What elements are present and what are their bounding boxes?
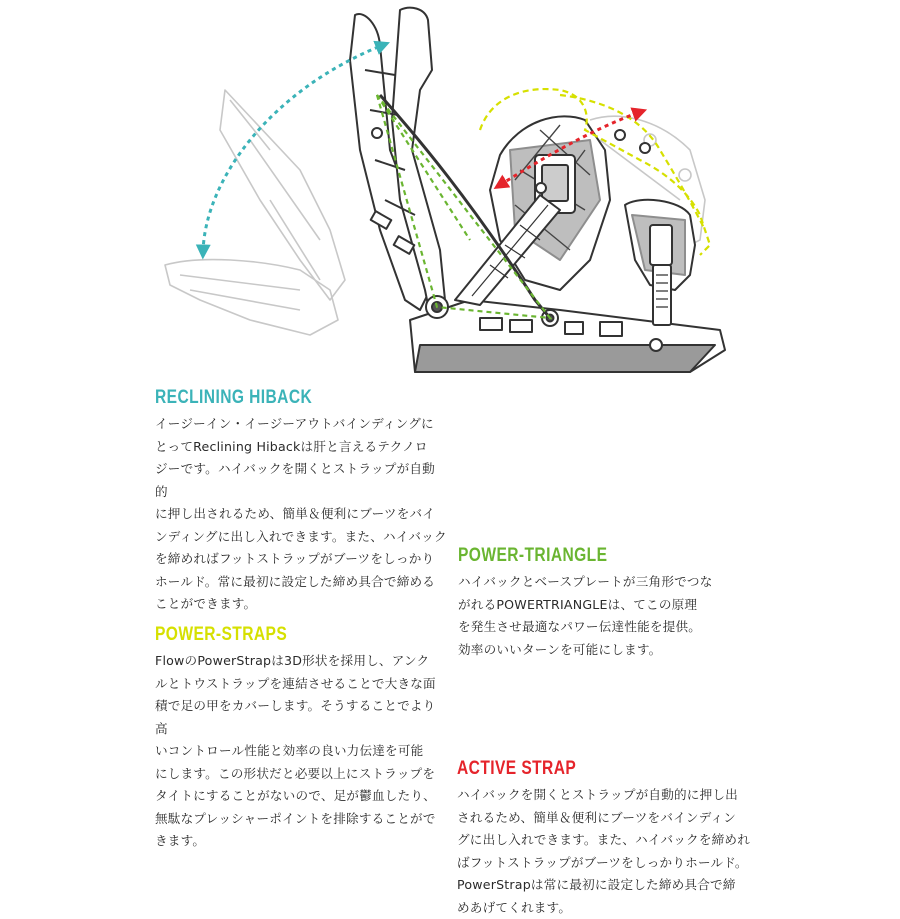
binding-illustration bbox=[150, 0, 750, 380]
text-line: にします。この形状だと必要以上にストラップを bbox=[155, 763, 447, 786]
power-straps-section bbox=[155, 624, 447, 853]
text-line: がれるPOWERTRIANGLEは、てこの原理 bbox=[458, 594, 758, 617]
text-line: FlowのPowerStrapは3D形状を採用し、アンク bbox=[155, 650, 447, 673]
text-line: きます。 bbox=[155, 830, 447, 853]
text-line: に押し出されるため、簡単＆便利にブーツをバイ bbox=[155, 503, 447, 526]
text-line: ルとトウストラップを連結させることで大きな面 bbox=[155, 673, 447, 696]
text-line: ハイバックを開くとストラップが自動的に押し出 bbox=[457, 784, 757, 807]
text-line: 積で足の甲をカバーします。そうすることでより高 bbox=[155, 695, 447, 740]
text-line: 無駄なプレッシャーポイントを排除することがで bbox=[155, 808, 447, 831]
text-line: を発生させ最適なパワー伝達性能を提供。 bbox=[458, 616, 758, 639]
reclined-hiback-ghost bbox=[165, 90, 345, 335]
reclining-hiback-section bbox=[155, 387, 447, 616]
text-line: とってReclining Hibackは肝と言えるテクノロ bbox=[155, 436, 447, 459]
text-line: ばフットストラップがブーツをしっかりホールド。 bbox=[457, 852, 757, 875]
text-line: ンディングに出し入れできます。また、ハイバック bbox=[155, 526, 447, 549]
power-triangle-heading: POWER-TRIANGLE bbox=[458, 545, 704, 567]
power-triangle-section bbox=[458, 545, 758, 661]
text-line: グに出し入れできます。また、ハイバックを締めれ bbox=[457, 829, 757, 852]
reclining-hiback-heading: RECLINING HIBACK bbox=[155, 387, 394, 409]
baseplate bbox=[410, 296, 725, 372]
text-line: めあげてくれます。 bbox=[457, 897, 757, 919]
text-line: 効率のいいターンを可能にします。 bbox=[458, 639, 758, 662]
power-straps-heading: POWER-STRAPS bbox=[155, 624, 394, 646]
active-strap-heading: ACTIVE STRAP bbox=[457, 758, 703, 780]
text-line: ジーです。ハイバックを開くとストラップが自動的 bbox=[155, 458, 447, 503]
text-line: ハイバックとベースプレートが三角形でつな bbox=[458, 571, 758, 594]
active-strap-description bbox=[457, 784, 757, 919]
hiback bbox=[350, 8, 445, 315]
text-line: されるため、簡単＆便利にブーツをバインディン bbox=[457, 807, 757, 830]
power-straps-description bbox=[155, 650, 447, 853]
text-line: PowerStrapは常に最初に設定した締め具合で締 bbox=[457, 874, 757, 897]
text-line: ホールド。常に最初に設定した締め具合で締める bbox=[155, 571, 447, 594]
text-line: を締めればフットストラップがブーツをしっかり bbox=[155, 548, 447, 571]
active-strap-section bbox=[457, 758, 757, 919]
text-line: ことができます。 bbox=[155, 593, 447, 616]
text-line: イージーイン・イージーアウトバインディングに bbox=[155, 413, 447, 436]
text-line: タイトにすることがないので、足が鬱血したり、 bbox=[155, 785, 447, 808]
power-triangle-description bbox=[458, 571, 758, 661]
reclining-hiback-description bbox=[155, 413, 447, 616]
text-line: いコントロール性能と効率の良い力伝達を可能 bbox=[155, 740, 447, 763]
